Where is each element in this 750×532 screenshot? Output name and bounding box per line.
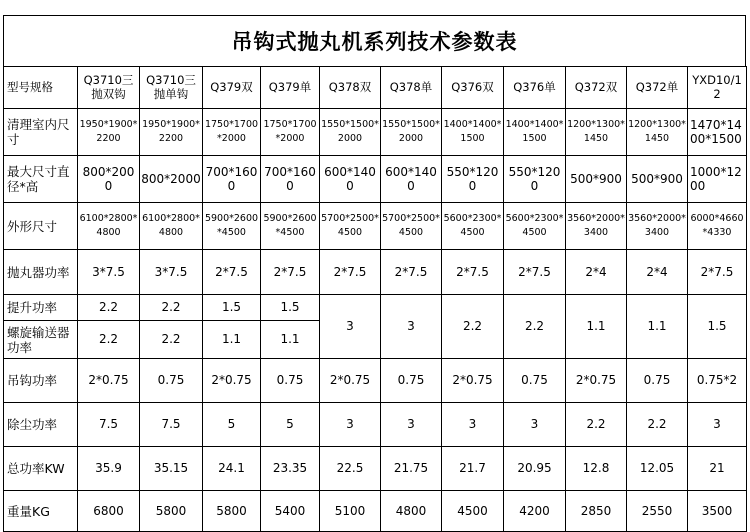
merged-value-cell: 1.1 (627, 295, 688, 359)
value-cell: 4800 (381, 491, 442, 532)
row-label: 清理室内尺寸 (4, 109, 78, 156)
chamber-size-row (4, 109, 747, 156)
value-cell: 700*1600 (203, 156, 261, 203)
value-cell: 2*0.75 (442, 359, 504, 403)
row-label: 最大尺寸直径*高 (4, 156, 78, 203)
model-header-cell: Q3710三抛单钩 (140, 67, 203, 109)
value-cell: 800*2000 (78, 156, 140, 203)
value-cell: 3 (504, 403, 566, 447)
value-cell: 2*7.5 (203, 250, 261, 295)
value-cell: 1750*1700*2000 (203, 109, 261, 156)
value-cell: 2550 (627, 491, 688, 532)
value-cell: 550*1200 (442, 156, 504, 203)
value-cell: 23.35 (261, 447, 320, 491)
value-cell: 2*4 (566, 250, 627, 295)
table-title: 吊钩式抛丸机系列技术参数表 (3, 15, 746, 66)
value-cell: 5900*2600*4500 (203, 203, 261, 250)
value-cell: 2*7.5 (688, 250, 747, 295)
model-header-cell: Q379单 (261, 67, 320, 109)
value-cell: 12.8 (566, 447, 627, 491)
value-cell: 6100*2800*4800 (78, 203, 140, 250)
model-row (4, 67, 747, 109)
weight-row (4, 491, 747, 532)
value-cell: 6100*2800*4800 (140, 203, 203, 250)
value-cell: 6800 (78, 491, 140, 532)
value-cell: 0.75 (381, 359, 442, 403)
value-cell: 21.7 (442, 447, 504, 491)
value-cell: 5600*2300*4500 (442, 203, 504, 250)
value-cell: 5100 (320, 491, 381, 532)
value-cell: 5700*2500*4500 (320, 203, 381, 250)
spec-sheet (3, 15, 746, 532)
value-cell: 550*1200 (504, 156, 566, 203)
value-cell: 2.2 (627, 403, 688, 447)
value-cell: 21 (688, 447, 747, 491)
value-cell: 5 (261, 403, 320, 447)
outer-size-row (4, 203, 747, 250)
value-cell: 0.75 (140, 359, 203, 403)
value-cell: 5 (203, 403, 261, 447)
model-header-cell: Q378双 (320, 67, 381, 109)
value-cell: 2*4 (627, 250, 688, 295)
model-header-cell: Q372单 (627, 67, 688, 109)
row-label: 除尘功率 (4, 403, 78, 447)
value-cell: 2*0.75 (78, 359, 140, 403)
value-cell: 0.75 (261, 359, 320, 403)
value-cell: 4500 (442, 491, 504, 532)
model-header-cell: Q3710三抛双钩 (78, 67, 140, 109)
value-cell: 1470*1400*1500 (688, 109, 747, 156)
value-cell: 2.2 (566, 403, 627, 447)
value-cell: 1400*1400*1500 (504, 109, 566, 156)
value-cell: 1.1 (261, 321, 320, 359)
value-cell: 1950*1900*2200 (78, 109, 140, 156)
value-cell: 3500 (688, 491, 747, 532)
merged-value-cell: 1.1 (566, 295, 627, 359)
value-cell: 5400 (261, 491, 320, 532)
value-cell: 2*7.5 (381, 250, 442, 295)
value-cell: 1.5 (203, 295, 261, 321)
value-cell: 0.75 (504, 359, 566, 403)
value-cell: 1.5 (261, 295, 320, 321)
value-cell: 1200*1300*1450 (627, 109, 688, 156)
value-cell: 2*7.5 (261, 250, 320, 295)
value-cell: 2*7.5 (320, 250, 381, 295)
value-cell: 3560*2000*3400 (566, 203, 627, 250)
value-cell: 1950*1900*2200 (140, 109, 203, 156)
merged-value-cell: 2.2 (442, 295, 504, 359)
value-cell: 12.05 (627, 447, 688, 491)
total-power-row (4, 447, 747, 491)
value-cell: 22.5 (320, 447, 381, 491)
value-cell: 4200 (504, 491, 566, 532)
value-cell: 7.5 (140, 403, 203, 447)
value-cell: 1750*1700*2000 (261, 109, 320, 156)
lift-power-row (4, 295, 747, 321)
merged-value-cell: 3 (381, 295, 442, 359)
value-cell: 800*2000 (140, 156, 203, 203)
blast-power-row (4, 250, 747, 295)
value-cell: 7.5 (78, 403, 140, 447)
value-cell: 5800 (203, 491, 261, 532)
hook-power-row (4, 359, 747, 403)
value-cell: 20.95 (504, 447, 566, 491)
value-cell: 2.2 (140, 321, 203, 359)
value-cell: 3 (320, 403, 381, 447)
value-cell: 2850 (566, 491, 627, 532)
value-cell: 500*900 (566, 156, 627, 203)
value-cell: 0.75 (627, 359, 688, 403)
model-header-cell: Q376单 (504, 67, 566, 109)
spec-table (3, 66, 747, 532)
value-cell: 3*7.5 (78, 250, 140, 295)
model-header-cell: Q378单 (381, 67, 442, 109)
model-header-cell: YXD10/12 (688, 67, 747, 109)
row-label: 抛丸器功率 (4, 250, 78, 295)
value-cell: 3560*2000*3400 (627, 203, 688, 250)
row-label: 外形尺寸 (4, 203, 78, 250)
value-cell: 24.1 (203, 447, 261, 491)
model-header-cell: Q372双 (566, 67, 627, 109)
value-cell: 5700*2500*4500 (381, 203, 442, 250)
value-cell: 600*1400 (320, 156, 381, 203)
value-cell: 2*7.5 (504, 250, 566, 295)
value-cell: 21.75 (381, 447, 442, 491)
value-cell: 3 (381, 403, 442, 447)
value-cell: 0.75*2 (688, 359, 747, 403)
value-cell: 3*7.5 (140, 250, 203, 295)
value-cell: 2.2 (78, 295, 140, 321)
value-cell: 2.2 (140, 295, 203, 321)
value-cell: 700*1600 (261, 156, 320, 203)
value-cell: 5800 (140, 491, 203, 532)
dust-power-row (4, 403, 747, 447)
value-cell: 2*0.75 (203, 359, 261, 403)
value-cell: 2.2 (78, 321, 140, 359)
value-cell: 1400*1400*1500 (442, 109, 504, 156)
value-cell: 2*0.75 (320, 359, 381, 403)
value-cell: 1000*1200 (688, 156, 747, 203)
row-label: 型号规格 (4, 67, 78, 109)
model-header-cell: Q379双 (203, 67, 261, 109)
merged-value-cell: 2.2 (504, 295, 566, 359)
value-cell: 3 (688, 403, 747, 447)
value-cell: 2*0.75 (566, 359, 627, 403)
value-cell: 5600*2300*4500 (504, 203, 566, 250)
value-cell: 1550*1500*2000 (381, 109, 442, 156)
max-size-row (4, 156, 747, 203)
value-cell: 600*1400 (381, 156, 442, 203)
row-label: 吊钩功率 (4, 359, 78, 403)
value-cell: 2*7.5 (442, 250, 504, 295)
value-cell: 35.15 (140, 447, 203, 491)
row-label: 提升功率 (4, 295, 78, 321)
merged-value-cell: 3 (320, 295, 381, 359)
model-header-cell: Q376双 (442, 67, 504, 109)
value-cell: 35.9 (78, 447, 140, 491)
value-cell: 3 (442, 403, 504, 447)
value-cell: 1.1 (203, 321, 261, 359)
row-label: 螺旋输送器功率 (4, 321, 78, 359)
value-cell: 6000*4660*4330 (688, 203, 747, 250)
value-cell: 1200*1300*1450 (566, 109, 627, 156)
row-label: 重量KG (4, 491, 78, 532)
value-cell: 500*900 (627, 156, 688, 203)
value-cell: 1550*1500*2000 (320, 109, 381, 156)
merged-value-cell: 1.5 (688, 295, 747, 359)
row-label: 总功率KW (4, 447, 78, 491)
value-cell: 5900*2600*4500 (261, 203, 320, 250)
